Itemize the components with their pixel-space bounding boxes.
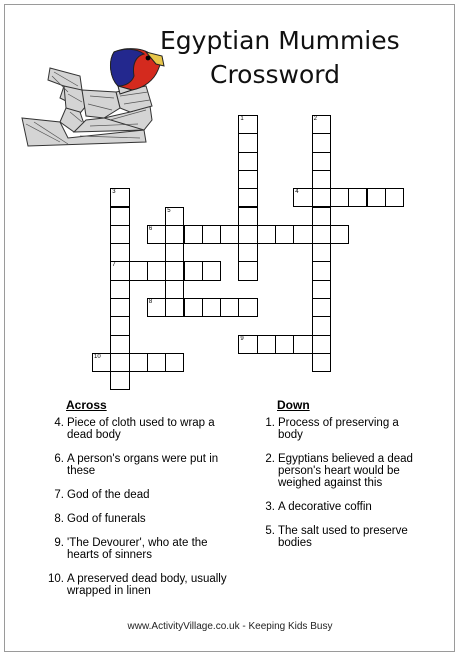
crossword-cell[interactable] <box>238 298 257 317</box>
clue-across-10: 10. A preserved dead body, usually wrapped in linen <box>48 573 227 597</box>
crossword-cell[interactable] <box>238 170 257 189</box>
clue-across-8: 8. God of funerals <box>54 513 146 525</box>
crossword-cell[interactable] <box>312 225 331 244</box>
cell-number: 10 <box>94 353 101 360</box>
crossword-cell[interactable] <box>238 207 257 226</box>
crossword-cell[interactable] <box>165 298 184 317</box>
crossword-cell[interactable] <box>238 225 257 244</box>
crossword-cell[interactable] <box>312 207 331 226</box>
cell-number: 8 <box>148 299 153 305</box>
crossword-cell[interactable] <box>293 225 312 244</box>
crossword-cell[interactable] <box>238 152 257 171</box>
crossword-cell[interactable] <box>165 280 184 299</box>
crossword-cell[interactable] <box>312 243 331 262</box>
crossword-cell[interactable] <box>312 261 331 280</box>
clue-across-7: 7. God of the dead <box>54 489 150 501</box>
crossword-cell[interactable] <box>238 243 257 262</box>
cell-number: 7 <box>112 262 116 269</box>
clue-down-5: 5. The salt used to preserve bodies <box>265 525 408 549</box>
crossword-cell[interactable] <box>110 280 129 299</box>
title-line-2: Crossword <box>210 60 340 89</box>
down-heading: Down <box>277 398 310 412</box>
crossword-cell[interactable] <box>110 298 129 317</box>
across-clues <box>40 399 235 609</box>
crossword-cell[interactable] <box>238 188 257 207</box>
crossword-cell[interactable] <box>312 115 331 134</box>
crossword-cell[interactable] <box>184 298 203 317</box>
crossword-cell[interactable] <box>293 335 312 354</box>
crossword-cell[interactable] <box>312 353 331 372</box>
cell-number: 3 <box>112 189 116 196</box>
crossword-cell[interactable] <box>293 188 312 207</box>
crossword-cell[interactable] <box>348 188 367 207</box>
footer-credit: www.ActivityVillage.co.uk - Keeping Kids Busy <box>127 621 333 632</box>
crossword-cell[interactable] <box>312 133 331 152</box>
crossword-cell[interactable] <box>110 188 129 207</box>
crossword-cell[interactable] <box>147 261 166 280</box>
crossword-cell[interactable] <box>165 261 184 280</box>
crossword-cell[interactable] <box>312 280 331 299</box>
clue-across-9: 9. 'The Devourer', who ate the hearts of sinners <box>54 537 208 561</box>
clue-down-3: 3. A decorative coffin <box>265 501 372 513</box>
crossword-cell[interactable] <box>220 225 239 244</box>
across-heading: Across <box>66 398 107 412</box>
crossword-cell[interactable] <box>330 225 349 244</box>
crossword-cell[interactable] <box>184 261 203 280</box>
crossword-cell[interactable] <box>312 316 331 335</box>
crossword-cell[interactable] <box>275 335 294 354</box>
crossword-cell[interactable] <box>110 225 129 244</box>
crossword-cell[interactable] <box>202 298 221 317</box>
crossword-cell[interactable] <box>165 207 184 226</box>
crossword-cell[interactable] <box>110 316 129 335</box>
crossword-cell[interactable] <box>129 353 148 372</box>
crossword-cell[interactable] <box>110 371 129 390</box>
down-clues <box>251 399 421 561</box>
crossword-cell[interactable] <box>220 298 239 317</box>
crossword-cell[interactable] <box>238 115 257 134</box>
cell-number: 5 <box>167 207 171 214</box>
crossword-cell[interactable] <box>110 335 129 354</box>
cell-number: 9 <box>240 335 244 342</box>
clue-down-2: 2. Egyptians believed a dead person's heart would be weighed against this <box>265 453 413 489</box>
crossword-cell[interactable] <box>238 335 257 354</box>
crossword-cell[interactable] <box>202 261 221 280</box>
crossword-cell[interactable] <box>312 188 331 207</box>
crossword-cell[interactable] <box>110 207 129 226</box>
crossword-cell[interactable] <box>275 225 294 244</box>
cell-number: 1 <box>240 116 244 122</box>
crossword-cell[interactable] <box>129 261 148 280</box>
crossword-cell[interactable] <box>202 225 221 244</box>
cell-number: 6 <box>148 225 153 232</box>
crossword-cell[interactable] <box>110 353 129 372</box>
title-line-1: Egyptian Mummies <box>160 26 400 55</box>
crossword-cell[interactable] <box>385 188 404 207</box>
crossword-cell[interactable] <box>257 335 276 354</box>
clue-down-1: 1. Process of preserving a body <box>265 417 399 441</box>
crossword-cell[interactable] <box>165 243 184 262</box>
crossword-cell[interactable] <box>147 298 166 317</box>
crossword-cell[interactable] <box>312 170 331 189</box>
crossword-cell[interactable] <box>312 335 331 354</box>
crossword-cell[interactable] <box>238 133 257 152</box>
crossword-cell[interactable] <box>165 225 184 244</box>
cell-number: 2 <box>313 116 317 122</box>
crossword-cell[interactable] <box>238 261 257 280</box>
cell-number: 4 <box>295 189 299 196</box>
crossword-cell[interactable] <box>184 225 203 244</box>
crossword-cell[interactable] <box>257 225 276 244</box>
clue-across-6: 6. A person's organs were put in these <box>54 453 219 477</box>
crossword-cell[interactable] <box>312 152 331 171</box>
crossword-cell[interactable] <box>147 353 166 372</box>
crossword-cell[interactable] <box>165 353 184 372</box>
crossword-cell[interactable] <box>110 243 129 262</box>
crossword-cell[interactable] <box>92 353 111 372</box>
clue-across-4: 4. Piece of cloth used to wrap a dead body <box>54 417 215 441</box>
crossword-cell[interactable] <box>147 225 166 244</box>
crossword-cell[interactable] <box>312 298 331 317</box>
crossword-cell[interactable] <box>110 261 129 280</box>
crossword-cell[interactable] <box>330 188 349 207</box>
crossword-cell[interactable] <box>367 188 386 207</box>
